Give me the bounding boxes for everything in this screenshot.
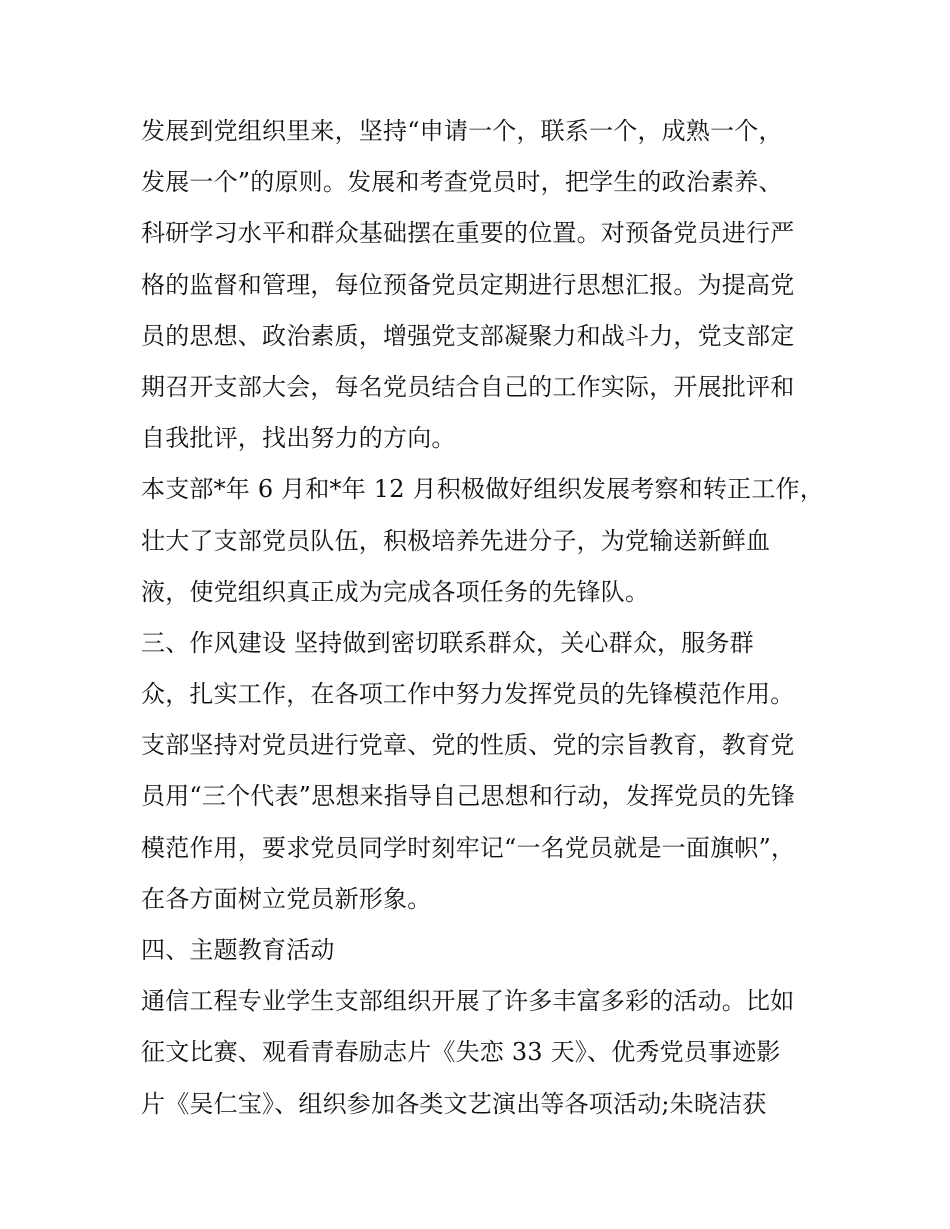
body-text xyxy=(141,106,824,1130)
text-line: 员用“三个代表”思想来指导自己思想和行动，发挥党员的先锋 xyxy=(141,782,796,811)
text-line: 片《吴仁宝》、组织参加各类文艺演出等各项活动;朱晓洁获 xyxy=(141,1089,767,1118)
text-line: 格的监督和管理，每位预备党员定期进行思想汇报。为提高党 xyxy=(141,270,795,299)
text-line: 本支部*年 6 月和*年 12 月积极做好组织发展考察和转正工作， xyxy=(141,475,824,504)
section-heading: 四、主题教育活动 xyxy=(141,936,335,964)
text-line: 员的思想、政治素质，增强党支部凝聚力和战斗力，党支部定 xyxy=(141,321,795,350)
text-line: 科研学习水平和群众基础摆在重要的位置。对预备党员进行严 xyxy=(141,219,795,248)
text-line: 支部坚持对党员进行党章、党的性质、党的宗旨教育，教育党 xyxy=(141,731,795,760)
text-line: 在各方面树立党员新形象。 xyxy=(141,884,432,913)
text-line: 众，扎实工作，在各项工作中努力发挥党员的先锋模范作用。 xyxy=(141,680,795,709)
text-line: 液，使党组织真正成为完成各项任务的先锋队。 xyxy=(141,577,650,606)
text-line: 通信工程专业学生支部组织开展了许多丰富多彩的活动。比如 xyxy=(141,987,795,1016)
text-line: 壮大了支部党员队伍，积极培养先进分子，为党输送新鲜血 xyxy=(141,526,771,555)
text-line: 自我批评，找出努力的方向。 xyxy=(141,424,456,453)
text-line: 发展一个”的原则。发展和考查党员时，把学生的政治素养、 xyxy=(141,168,783,197)
text-line: 模范作用，要求党员同学时刻牢记“一名党员就是一面旗帜”， xyxy=(141,833,796,862)
section-heading-line: 三、作风建设 坚持做到密切联系群众，关心群众，服务群 xyxy=(141,628,754,657)
text-line: 期召开支部大会，每名党员结合自己的工作实际，开展批评和 xyxy=(141,372,795,401)
text-line: 发展到党组织里来，坚持“申请一个，联系一个，成熟一个， xyxy=(141,117,783,145)
text-line: 征文比赛、观看青春励志片《失恋 33 天》、优秀党员事迹影 xyxy=(141,1038,781,1067)
